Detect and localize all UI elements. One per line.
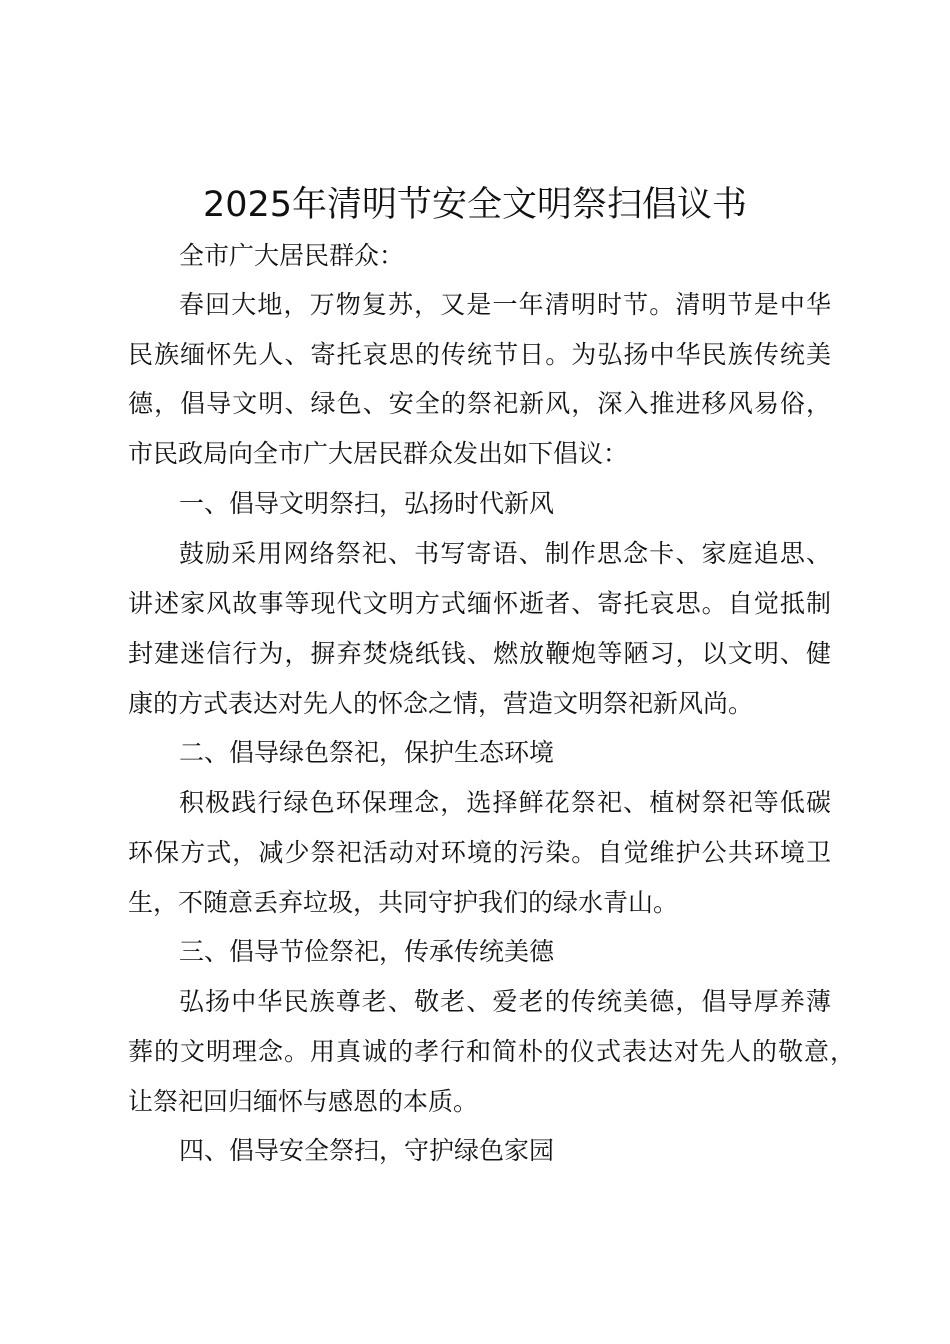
section-1-line-2: 讲述家风故事等现代文明方式缅怀逝者、寄托哀思。自觉抵制 [128,589,831,618]
section-1-line-4: 康的方式表达对先人的怀念之情，营造文明祭祀新风尚。 [128,689,754,718]
section-2-heading: 二、倡导绿色祭祀，保护生态环境 [179,738,555,767]
salutation: 全市广大居民群众： [179,241,405,270]
section-2-line-2: 环保方式，减少祭祀活动对环境的污染。自觉维护公共环境卫 [128,838,831,867]
section-3-heading: 三、倡导节俭祭祀，传承传统美德 [179,937,555,966]
section-3-line-3: 让祭祀回归缅怀与感恩的本质。 [128,1087,479,1116]
intro-line-4: 市民政局向全市广大居民群众发出如下倡议： [128,439,629,468]
intro-line-2: 民族缅怀先人、寄托哀思的传统节日。为弘扬中华民族传统美 [128,340,831,369]
section-4-heading: 四、倡导安全祭扫，守护绿色家园 [179,1136,555,1165]
intro-line-1: 春回大地，万物复苏，又是一年清明时节。清明节是中华 [179,290,831,319]
section-1-heading: 一、倡导文明祭扫，弘扬时代新风 [179,489,555,518]
section-1-line-1: 鼓励采用网络祭祀、书写寄语、制作思念卡、家庭追思、 [179,539,831,568]
document-title: 2025年清明节安全文明祭扫倡议书 [202,185,748,225]
section-2-line-1: 积极践行绿色环保理念，选择鲜花祭祀、植树祭祀等低碳 [179,788,831,817]
section-2-line-3: 生，不随意丢弃垃圾，共同守护我们的绿水青山。 [128,888,679,917]
section-1-line-3: 封建迷信行为，摒弃焚烧纸钱、燃放鞭炮等陋习，以文明、健 [128,639,831,668]
intro-line-3: 德，倡导文明、绿色、安全的祭祀新风，深入推进移风易俗， [128,389,831,418]
section-3-line-1: 弘扬中华民族尊老、敬老、爱老的传统美德，倡导厚养薄 [179,987,831,1016]
section-3-line-2: 葬的文明理念。用真诚的孝行和简朴的仪式表达对先人的敬意， [128,1037,855,1066]
